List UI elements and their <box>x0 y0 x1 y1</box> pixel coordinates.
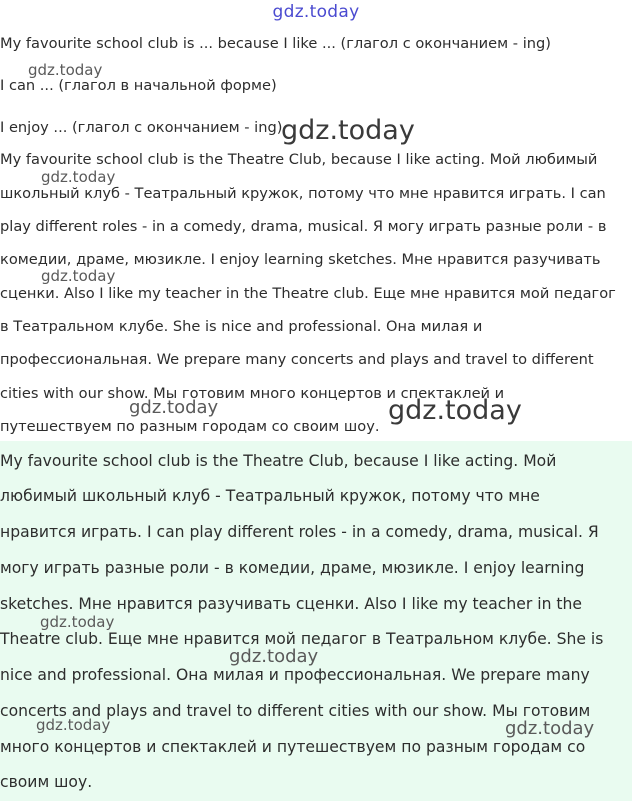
answer-line-5: sketches. Мне нравится разучивать сценки. Also I like my teacher in the <box>0 595 582 613</box>
watermark-small-1: gdz.today <box>28 61 103 79</box>
answer-line-2: любимый школьный клуб - Театральный кружок, потому что мне <box>0 487 540 505</box>
sample-line-9: путешествуем по разным городам со своим шоу. <box>0 418 380 435</box>
watermark-medium-2: gdz.today <box>229 646 319 667</box>
answer-line-3: нравится играть. I can play different roles - in a comedy, drama, musical. Я <box>0 523 599 541</box>
answer-line-7: nice and professional. Она милая и профессиональная. We prepare many <box>0 666 590 684</box>
watermark-medium-3: gdz.today <box>505 718 595 739</box>
answer-line-1: My favourite school club is the Theatre Club, because I like acting. Мой <box>0 452 557 470</box>
sample-line-1: My favourite school club is the Theatre Club, because I like acting. Мой любимый <box>0 151 598 168</box>
sample-line-6: в Театральном клубе. She is nice and professional. Она милая и <box>0 318 483 335</box>
answer-line-9: много концертов и спектаклей и путешествуем по разным городам со <box>0 738 586 756</box>
watermark-small-2: gdz.today <box>41 168 116 186</box>
hint-line-3: I enjoy ... (глагол с окончанием - ing) <box>0 119 283 136</box>
sample-line-8: cities with our show. Мы готовим много концертов и спектаклей и <box>0 385 505 402</box>
hint-line-2: I can ... (глагол в начальной форме) <box>0 77 277 94</box>
watermark-large-1: gdz.today <box>281 115 415 146</box>
sample-line-2: школьный клуб - Театральный кружок, потому что мне нравится играть. I can <box>0 185 606 202</box>
answer-line-8: concerts and plays and travel to different cities with our show. Мы готовим <box>0 702 591 720</box>
watermark-top: gdz.today <box>272 2 360 22</box>
hint-line-1: My favourite school club is ... because I like ... (глагол с окончанием - ing) <box>0 35 551 52</box>
answer-line-6: Theatre club. Еще мне нравится мой педагог в Театральном клубе. She is <box>0 630 604 648</box>
sample-line-7: профессиональная. We prepare many concerts and plays and travel to different <box>0 351 594 368</box>
sample-line-5: сценки. Also I like my teacher in the Theatre club. Еще мне нравится мой педагог <box>0 285 616 302</box>
watermark-small-4: gdz.today <box>40 613 115 631</box>
sample-line-4: комедии, драме, мюзикле. I enjoy learning sketches. Мне нравится разучивать <box>0 251 601 268</box>
watermark-small-5: gdz.today <box>36 716 111 734</box>
answer-block <box>0 441 632 801</box>
answer-line-10: своим шоу. <box>0 773 93 791</box>
watermark-small-3: gdz.today <box>41 267 116 285</box>
watermark-medium-1: gdz.today <box>129 397 219 418</box>
watermark-large-2: gdz.today <box>388 395 522 426</box>
answer-line-4: могу играть разные роли - в комедии, драме, мюзикле. I enjoy learning <box>0 559 585 577</box>
sample-line-3: play different roles - in a comedy, drama, musical. Я могу играть разные роли - в <box>0 218 607 235</box>
